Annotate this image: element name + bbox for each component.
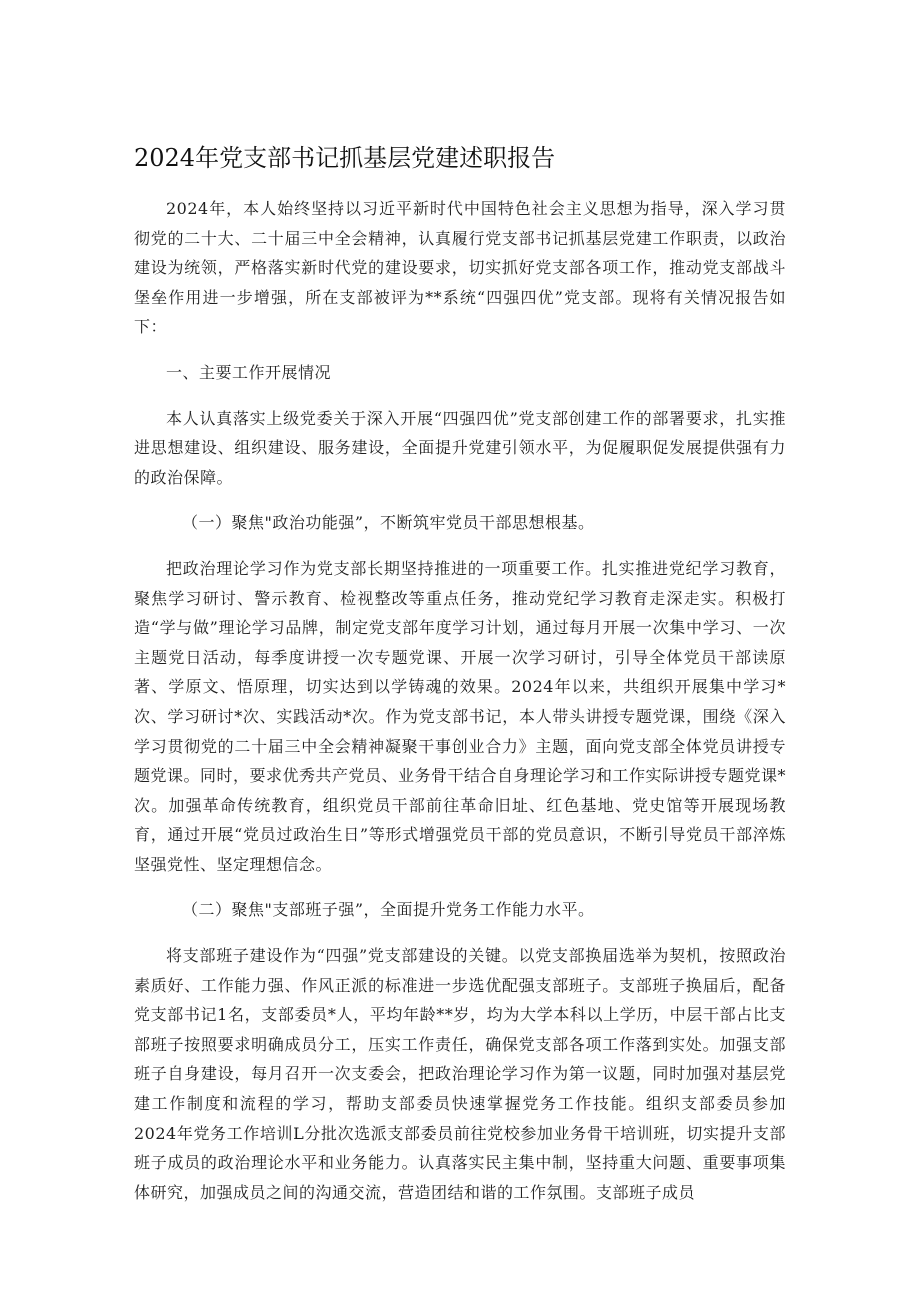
- section-heading-main-work: 一、主要工作开展情况: [166, 362, 332, 382]
- intro-paragraph: 2024年，本人始终坚持以习近平新时代中国特色社会主义思想为指导，深入学习贯彻党的二十大、二十届三中全会精神，认真履行党支部书记抓基层党建工作职责，以政治建设为统领，严格落实新时代党的建设要求，切实抓好党支部各项工作，推动党支部战斗堡垒作用进一步增强，所在支部被评为**系统“四强四优”党支部。现将有关情况报告如下：: [134, 199, 786, 337]
- document-title: 2024年党支部书记抓基层党建述职报告: [134, 144, 556, 172]
- document-body: [134, 140, 786, 1223]
- subsection-heading-branch-team: （二）聚焦"支部班子强”，全面提升党务工作能力水平。: [182, 900, 595, 920]
- subsection-body-political-function: 把政治理论学习作为党支部长期坚持推进的一项重要工作。扎实推进党纪学习教育，聚焦学习研讨、警示教育、检视整改等重点任务，推动党纪学习教育走深走实。积极打造“学与做”理论学习品牌，制定党支部年度学习计划，通过每月开展一次集中学习、一次主题党日活动，每季度讲授一次专题党课、开展一次学习研讨，引导全体党员干部读原著、学原文、悟原理，切实达到以学铸魂的效果。2024年以来，共组织开展集中学习*次、学习研讨*次、实践活动*次。作为党支部书记，本人带头讲授专题党课，围绕《深入学习贯彻党的二十届三中全会精神凝聚干事创业合力》主题，面向党支部全体党员讲授专题党课。同时，要求优秀共产党员、业务骨干结合自身理论学习和工作实际讲授专题党课*次。加强革命传统教育，组织党员干部前往革命旧址、红色基地、党史馆等开展现场教育，通过开展“党员过政治生日”等形式增强党员干部的党员意识，不断引导党员干部淬炼坚强党性、坚定理想信念。: [134, 558, 787, 874]
- subsection-body-branch-team: 将支部班子建设作为“四强”党支部建设的关键。以党支部换届选举为契机，按照政治素质好、工作能力强、作风正派的标准进一步选优配强支部班子。支部班子换届后，配备党支部书记1名，支部委员*人，平均年龄**岁，均为大学本科以上学历，中层干部占比支部班子按照要求明确成员分工，压实工作责任，确保党支部各项工作落到实处。加强支部班子自身建设，每月召开一次支委会，把政治理论学习作为第一议题，同时加强对基层党建工作制度和流程的学习，帮助支部委员快速掌握党务工作技能。组织支部委员参加2024年党务工作培训L分批次选派支部委员前往党校参加业务骨干培训班，切实提升支部班子成员的政治理论水平和业务能力。认真落实民主集中制，坚持重大问题、重要事项集体研究，加强成员之间的沟通交流，营造团结和谐的工作氛围。支部班子成员: [134, 946, 786, 1202]
- subsection-heading-political-function: （一）聚焦"政治功能强”，不断筑牢党员干部思想根基。: [182, 513, 595, 533]
- section-intro-paragraph: 本人认真落实上级党委关于深入开展“四强四优”党支部创建工作的部署要求，扎实推进思想建设、组织建设、服务建设，全面提升党建引领水平，为促履职促发展提供强有力的政治保障。: [134, 408, 786, 487]
